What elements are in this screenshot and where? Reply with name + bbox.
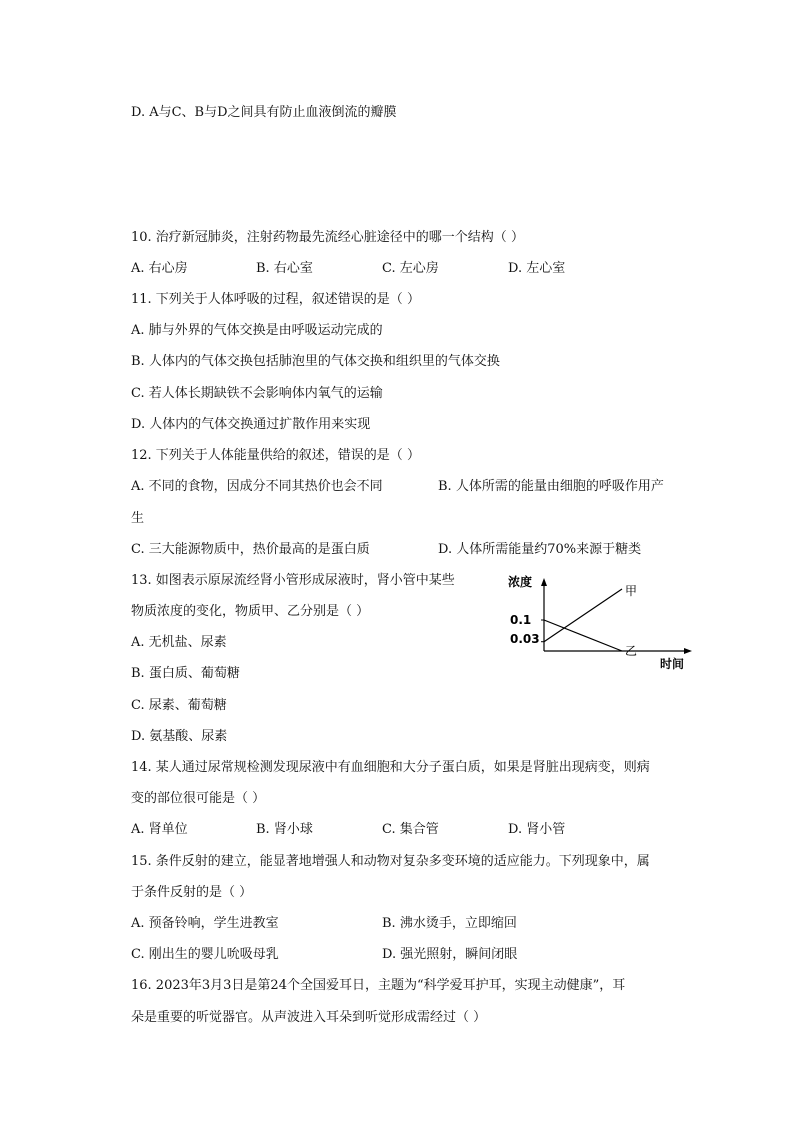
- q12-option-c: C. 三大能源物质中，热价最高的是蛋白质: [131, 542, 370, 557]
- q14-stem-line2: 变的部位很可能是（ ）: [131, 791, 266, 806]
- q14-option-d: D. 肾小管: [508, 822, 566, 837]
- chart-x-arrow: [684, 648, 692, 654]
- q13-stem-line1: 13. 如图表示原尿流经肾小管形成尿液时，肾小管中某些: [131, 573, 455, 588]
- q10-option-b: B. 右心室: [256, 261, 313, 276]
- chart-series-label-1: 乙: [625, 644, 638, 658]
- q14-option-a: A. 肾单位: [131, 822, 188, 837]
- chart-ytick-1: 0.03: [510, 632, 540, 646]
- q15-option-b: B. 沸水烫手，立即缩回: [382, 916, 517, 931]
- q11-option-b: B. 人体内的气体交换包括肺泡里的气体交换和组织里的气体交换: [131, 354, 500, 369]
- q10-stem: 10. 治疗新冠肺炎，注射药物最先流经心脏途径中的哪一个结构（ ）: [131, 230, 524, 245]
- chart-ytick-0: 0.1: [510, 613, 532, 627]
- q16-stem-line1: 16. 2023年3月3日是第24个全国爱耳日，主题为“科学爱耳护耳，实现主动健康”，耳: [131, 978, 626, 993]
- q13-option-a: A. 无机盐、尿素: [131, 635, 227, 650]
- q14-option-c: C. 集合管: [382, 822, 439, 837]
- q13-stem-line2: 物质浓度的变化，物质甲、乙分别是（ ）: [131, 604, 370, 619]
- q9-option-d: D. A与C、B与D之间具有防止血液倒流的瓣膜: [131, 105, 397, 120]
- concentration-chart: [500, 570, 700, 680]
- q12-option-a: A. 不同的食物，因成分不同其热价也会不同: [131, 479, 383, 494]
- q11-stem: 11. 下列关于人体呼吸的过程，叙述错误的是（ ）: [131, 292, 420, 307]
- chart-y-arrow: [541, 578, 547, 586]
- q12-option-b-cont: 生: [131, 511, 145, 526]
- chart-series-line-0: [544, 589, 622, 642]
- q14-option-b: B. 肾小球: [256, 822, 313, 837]
- chart-xlabel: 时间: [660, 657, 685, 671]
- q13-option-d: D. 氨基酸、尿素: [131, 729, 228, 744]
- chart-series-line-1: [544, 620, 622, 651]
- q10-option-d: D. 左心室: [508, 261, 566, 276]
- q12-option-d: D. 人体所需能量约70%来源于糖类: [438, 542, 642, 557]
- q13-option-c: C. 尿素、葡萄糖: [131, 698, 227, 713]
- q11-option-a: A. 肺与外界的气体交换是由呼吸运动完成的: [131, 323, 383, 338]
- q16-stem-line2: 朵是重要的听觉器官。从声波进入耳朵到听觉形成需经过（ ）: [131, 1010, 487, 1025]
- q15-stem-line2: 于条件反射的是（ ）: [131, 885, 253, 900]
- q15-option-a: A. 预备铃响，学生进教室: [131, 916, 279, 931]
- q10-option-c: C. 左心房: [382, 261, 439, 276]
- q11-option-d: D. 人体内的气体交换通过扩散作用来实现: [131, 417, 371, 432]
- q15-stem-line1: 15. 条件反射的建立，能显著地增强人和动物对复杂多变环境的适应能力。下列现象中，属: [131, 854, 650, 869]
- chart-series-label-0: 甲: [625, 584, 638, 598]
- q14-stem-line1: 14. 某人通过尿常规检测发现尿液中有血细胞和大分子蛋白质，如果是肾脏出现病变，则病: [131, 760, 650, 775]
- q11-option-c: C. 若人体长期缺铁不会影响体内氧气的运输: [131, 386, 383, 401]
- q13-option-b: B. 蛋白质、葡萄糖: [131, 666, 240, 681]
- q15-option-d: D. 强光照射，瞬间闭眼: [382, 947, 518, 962]
- q12-stem: 12. 下列关于人体能量供给的叙述，错误的是（ ）: [131, 448, 420, 463]
- chart-ylabel: 浓度: [508, 575, 533, 589]
- q12-option-b: B. 人体所需的能量由细胞的呼吸作用产: [438, 479, 664, 494]
- q10-option-a: A. 右心房: [131, 261, 188, 276]
- q15-option-c: C. 刚出生的婴儿吮吸母乳: [131, 947, 279, 962]
